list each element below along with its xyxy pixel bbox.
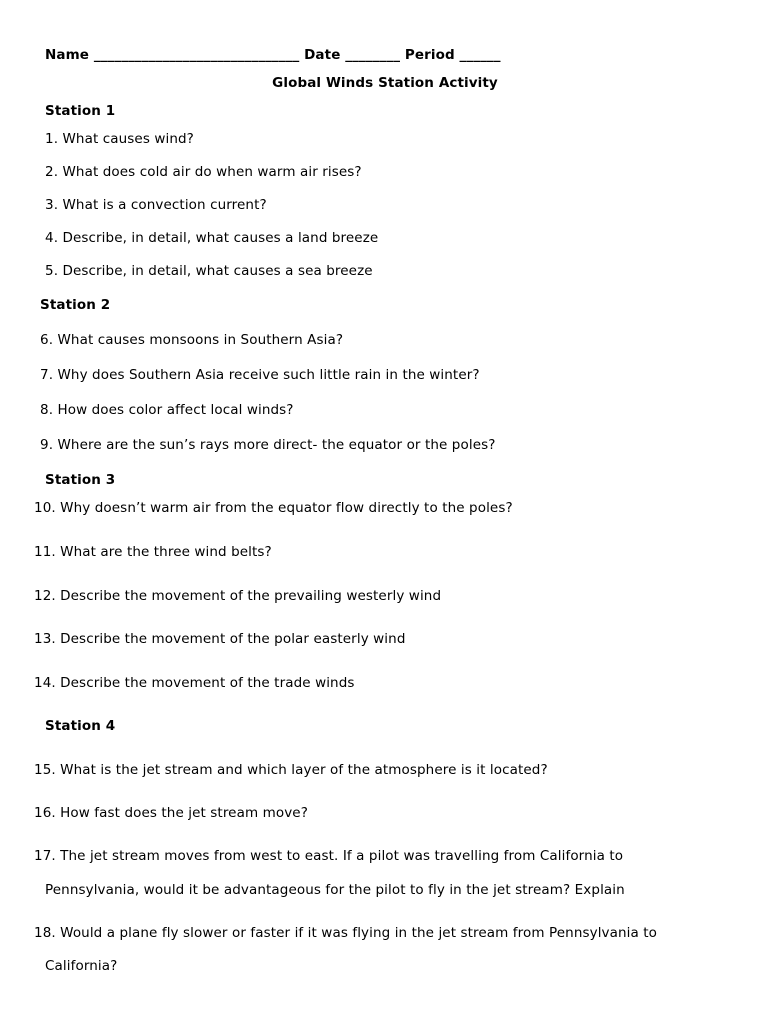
question-14: 14. Describe the movement of the trade winds <box>34 675 355 691</box>
question-1: 1. What causes wind? <box>45 131 194 147</box>
question-11: 11. What are the three wind belts? <box>34 544 272 560</box>
question-6: 6. What causes monsoons in Southern Asia? <box>40 332 344 348</box>
station-1-heading: Station 1 <box>45 103 116 119</box>
question-4: 4. Describe, in detail, what causes a land breeze <box>45 230 379 246</box>
question-3: 3. What is a convection current? <box>45 197 267 213</box>
question-13: 13. Describe the movement of the polar easterly wind <box>34 631 406 647</box>
question-8: 8. How does color affect local winds? <box>40 402 294 418</box>
question-7: 7. Why does Southern Asia receive such little rain in the winter? <box>40 367 480 383</box>
question-16: 16. How fast does the jet stream move? <box>34 805 308 821</box>
question-18: 18. Would a plane fly slower or faster if it was flying in the jet stream from Pennsylvania to <box>34 925 658 941</box>
question-5: 5. Describe, in detail, what causes a sea breeze <box>45 263 373 279</box>
name-date-period-line: Name ______________________________ Date ________ Period ______ <box>45 47 501 63</box>
worksheet-title: Global Winds Station Activity <box>272 75 498 91</box>
question-18-continued: California? <box>45 958 118 974</box>
question-12: 12. Describe the movement of the prevailing westerly wind <box>34 588 442 604</box>
question-2: 2. What does cold air do when warm air rises? <box>45 164 362 180</box>
station-4-heading: Station 4 <box>45 718 116 734</box>
question-10: 10. Why doesn’t warm air from the equator flow directly to the poles? <box>34 500 513 516</box>
station-2-heading: Station 2 <box>40 297 111 313</box>
question-17-continued: Pennsylvania, would it be advantageous for the pilot to fly in the jet stream? Explain <box>45 882 625 898</box>
question-17: 17. The jet stream moves from west to east. If a pilot was travelling from California to <box>34 848 624 864</box>
question-9: 9. Where are the sun’s rays more direct- the equator or the poles? <box>40 437 496 453</box>
question-15: 15. What is the jet stream and which layer of the atmosphere is it located? <box>34 762 548 778</box>
station-3-heading: Station 3 <box>45 472 116 488</box>
